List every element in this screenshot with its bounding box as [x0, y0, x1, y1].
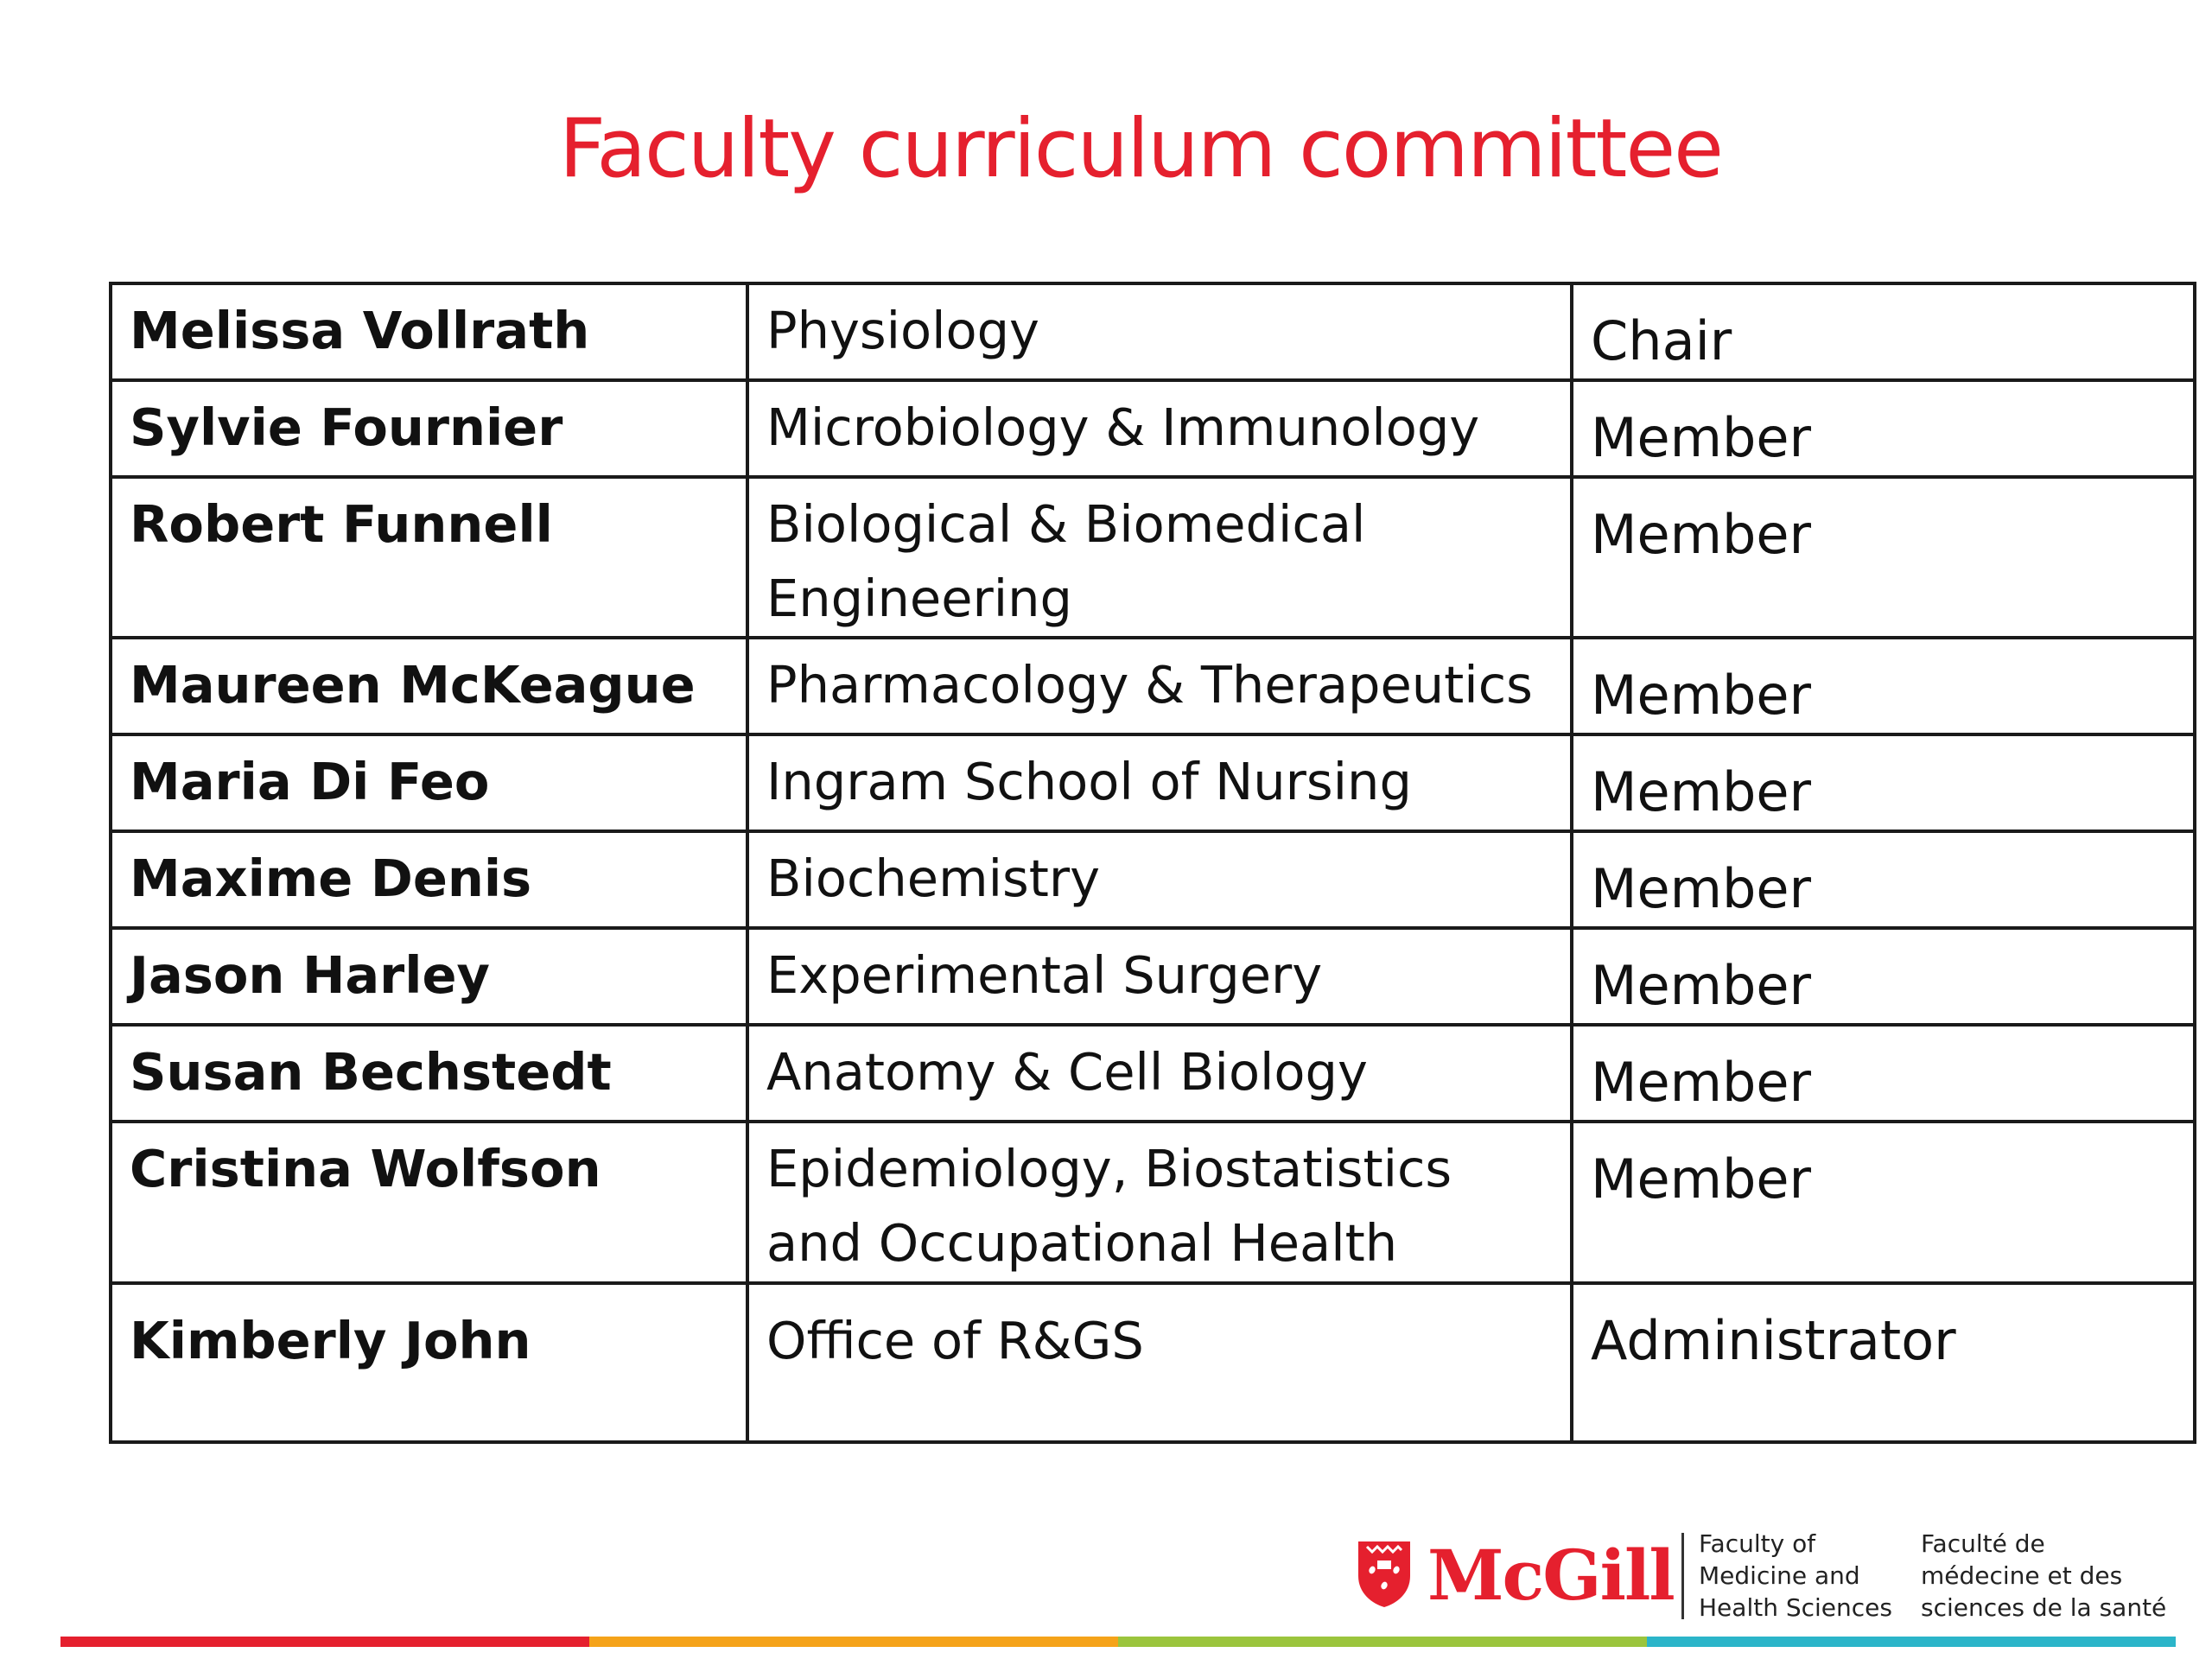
- member-name-cell: [111, 477, 747, 638]
- department-cell: [747, 477, 1572, 638]
- department: Experimental Surgery: [766, 945, 1323, 1005]
- footer-color-bar-green: [1118, 1637, 1647, 1647]
- department-cell: [747, 1025, 1572, 1122]
- faculty-name-french: [1921, 1528, 2180, 1624]
- member-name: Maxime Denis: [130, 849, 532, 908]
- role: Administrator: [1591, 1309, 1956, 1372]
- faculty-fr-line: Faculté de: [1921, 1529, 2045, 1558]
- department-cell: [747, 380, 1572, 477]
- member-name: Melissa Vollrath: [130, 301, 590, 360]
- role: Member: [1591, 954, 1812, 1017]
- faculty-en-line: Health Sciences: [1699, 1593, 1892, 1622]
- table-row: [111, 638, 2195, 734]
- member-name-cell: [111, 1122, 747, 1283]
- member-name-cell: [111, 831, 747, 928]
- department-cell: [747, 1122, 1572, 1283]
- member-name-cell: [111, 734, 747, 831]
- faculty-name-english: [1699, 1528, 1906, 1624]
- role: Member: [1591, 503, 1812, 566]
- department: Physiology: [766, 301, 1039, 360]
- role-cell: [1572, 380, 2195, 477]
- member-name: Kimberly John: [130, 1311, 531, 1370]
- slide-title: Faculty curriculum committee: [558, 102, 1722, 196]
- table-row: [111, 831, 2195, 928]
- member-name: Jason Harley: [130, 945, 490, 1005]
- role-cell: [1572, 638, 2195, 734]
- role-cell: [1572, 734, 2195, 831]
- committee-table: [109, 282, 2196, 1444]
- department-cell: [747, 638, 1572, 734]
- role: Chair: [1591, 309, 1732, 372]
- department: Anatomy & Cell Biology: [766, 1042, 1368, 1102]
- mcgill-crest-icon: [1355, 1538, 1414, 1609]
- footer-color-bar-red: [60, 1637, 589, 1647]
- table-row: [111, 1122, 2195, 1283]
- member-name: Cristina Wolfson: [130, 1139, 601, 1198]
- member-name-cell: [111, 283, 747, 380]
- mcgill-wordmark: McGill: [1427, 1535, 1674, 1616]
- role: Member: [1591, 1051, 1812, 1114]
- role-cell: [1572, 477, 2195, 638]
- role: Member: [1591, 760, 1812, 823]
- department: Biochemistry: [766, 849, 1101, 908]
- department-cell: [747, 1283, 1572, 1442]
- mcgill-faculty-logo: [1355, 1528, 2184, 1623]
- member-name-cell: [111, 1283, 747, 1442]
- department-cell: [747, 831, 1572, 928]
- department: Pharmacology & Therapeutics: [766, 655, 1533, 715]
- footer-color-bar-teal: [1647, 1637, 2176, 1647]
- member-name: Maureen McKeague: [130, 655, 696, 715]
- department-cell: [747, 283, 1572, 380]
- role: Member: [1591, 664, 1812, 727]
- role-cell: [1572, 1122, 2195, 1283]
- role-cell: [1572, 831, 2195, 928]
- role-cell: [1572, 1025, 2195, 1122]
- member-name: Susan Bechstedt: [130, 1042, 612, 1102]
- table-row: [111, 477, 2195, 638]
- table-row: [111, 928, 2195, 1025]
- member-name: Maria Di Feo: [130, 752, 490, 811]
- member-name-cell: [111, 1025, 747, 1122]
- table-row: [111, 1025, 2195, 1122]
- member-name: Robert Funnell: [130, 494, 553, 554]
- role-cell: [1572, 1283, 2195, 1442]
- faculty-en-line: Faculty of: [1699, 1529, 1816, 1558]
- table-row: [111, 283, 2195, 380]
- faculty-fr-line: médecine et des: [1921, 1561, 2123, 1590]
- table-row: [111, 1283, 2195, 1442]
- faculty-en-line: Medicine and: [1699, 1561, 1860, 1590]
- department-cell: [747, 928, 1572, 1025]
- member-name-cell: [111, 928, 747, 1025]
- role-cell: [1572, 928, 2195, 1025]
- member-name: Sylvie Fournier: [130, 397, 563, 457]
- role: Member: [1591, 1147, 1812, 1211]
- logo-divider: [1681, 1533, 1684, 1619]
- committee-table-wrapper: [109, 282, 2183, 1444]
- footer-color-bar-orange: [589, 1637, 1118, 1647]
- department: Biological & Biomedical Engineering: [766, 494, 1366, 628]
- department: Epidemiology, Biostatistics and Occupational Health: [766, 1139, 1452, 1273]
- department: Office of R&GS: [766, 1311, 1144, 1370]
- department: Microbiology & Immunology: [766, 397, 1480, 457]
- table-row: [111, 380, 2195, 477]
- department-cell: [747, 734, 1572, 831]
- role-cell: [1572, 283, 2195, 380]
- role: Member: [1591, 857, 1812, 920]
- member-name-cell: [111, 638, 747, 734]
- member-name-cell: [111, 380, 747, 477]
- faculty-fr-line: sciences de la santé: [1921, 1593, 2167, 1622]
- role: Member: [1591, 406, 1812, 469]
- department: Ingram School of Nursing: [766, 752, 1412, 811]
- table-row: [111, 734, 2195, 831]
